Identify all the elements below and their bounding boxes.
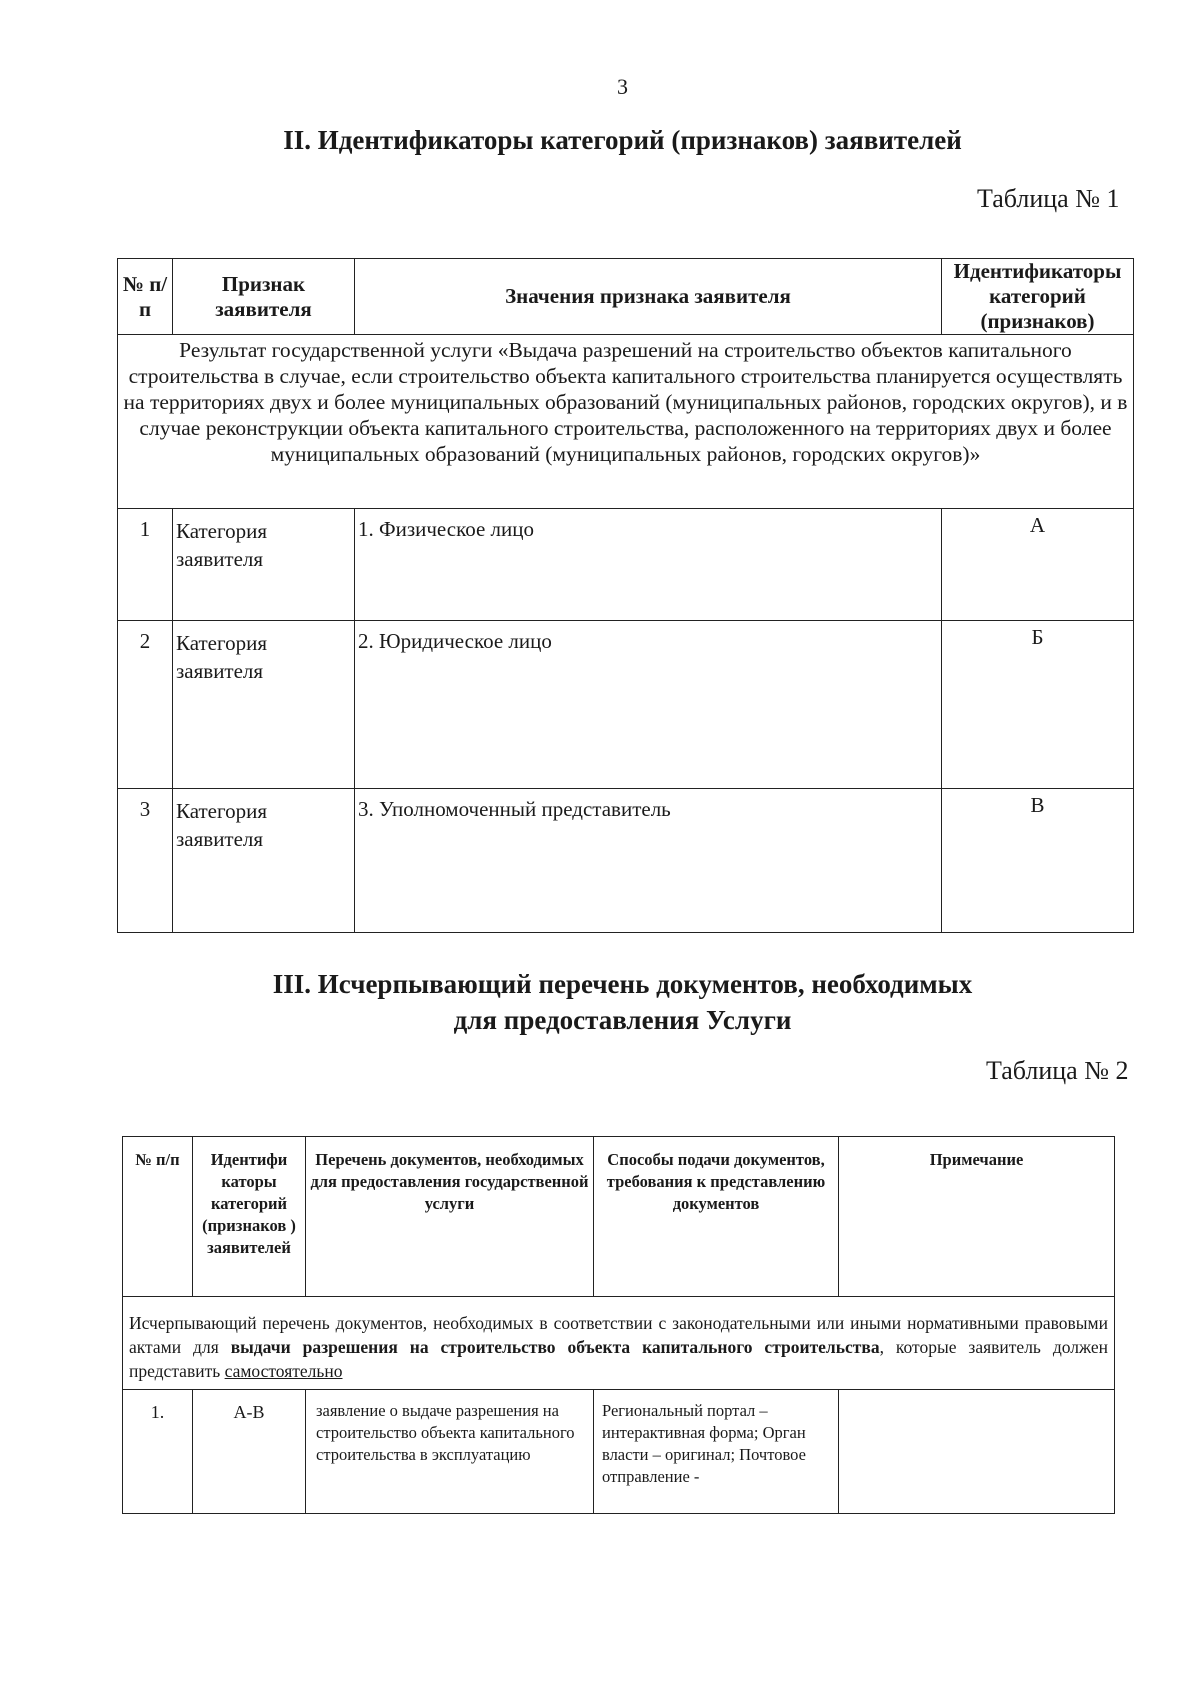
applicant-categories-table — [117, 258, 1134, 933]
table-1-caption: Таблица № 1 — [977, 184, 1120, 213]
row-value: 3. Уполномоченный представитель — [355, 789, 942, 933]
header-attribute: Признак заявителя — [173, 259, 355, 335]
header-ways: Способы подачи документов, требования к представлению документов — [594, 1137, 839, 1297]
section-2-title: II. Идентификаторы категорий (признаков) заявителей — [283, 125, 962, 155]
header-num: № п/п — [123, 1137, 193, 1297]
row-id: В — [942, 789, 1134, 933]
row-num: 3 — [118, 789, 173, 933]
header-note: Примечание — [839, 1137, 1115, 1297]
table-row — [118, 509, 1134, 621]
table-2-caption: Таблица № 2 — [986, 1056, 1129, 1085]
section-3-title: III. Исчерпывающий перечень документов, необходимых для предоставления Услуги — [272, 969, 973, 1035]
row-num: 2 — [118, 621, 173, 789]
table-row — [123, 1390, 1115, 1514]
table-row — [118, 789, 1134, 933]
header-ids: Идентификаторы категорий (признаков) — [942, 259, 1134, 335]
service-result-text: Результат государственной услуги «Выдача разрешений на строительство объектов капитального строительства в случае, если строительство объекта капитального строительства планируется осуществлять на территориях двух и более муниципальных образований (муниципальных районов, городских округов), и в случае реконструкции объекта капитального строительства, расположенного на территориях двух и более муниципальных образований (муниципальных районов, городских округов)» — [118, 335, 1134, 509]
page-number: 3 — [617, 74, 628, 99]
header-values: Значения признака заявителя — [355, 259, 942, 335]
documents-list-description: Исчерпывающий перечень документов, необходимых в соответствии с законодательными или иными нормативными правовыми актами для выдачи разрешения на строительство объекта капитального строительства, которые заявитель должен представить самостоятельно — [123, 1297, 1115, 1390]
row-note — [839, 1390, 1115, 1514]
header-num: № п/п — [118, 259, 173, 335]
table-row — [118, 621, 1134, 789]
row-attribute: Категория заявителя — [173, 789, 355, 933]
row-submission-ways: Региональный портал – интерактивная форма; Орган власти – оригинал; Почтовое отправление - — [594, 1390, 839, 1514]
row-num: 1 — [118, 509, 173, 621]
row-num: 1. — [123, 1390, 193, 1514]
header-ids: Идентифи каторы категорий (признаков ) заявителей — [193, 1137, 306, 1297]
row-attribute: Категория заявителя — [173, 621, 355, 789]
header-docs: Перечень документов, необходимых для предоставления государственной услуги — [306, 1137, 594, 1297]
row-attribute: Категория заявителя — [173, 509, 355, 621]
required-documents-table — [122, 1136, 1115, 1514]
row-value: 2. Юридическое лицо — [355, 621, 942, 789]
row-document: заявление о выдаче разрешения на строительство объекта капитального строительства в эксплуатацию — [306, 1390, 594, 1514]
row-id: А — [942, 509, 1134, 621]
row-id: Б — [942, 621, 1134, 789]
row-value: 1. Физическое лицо — [355, 509, 942, 621]
row-ids: А-В — [193, 1390, 306, 1514]
